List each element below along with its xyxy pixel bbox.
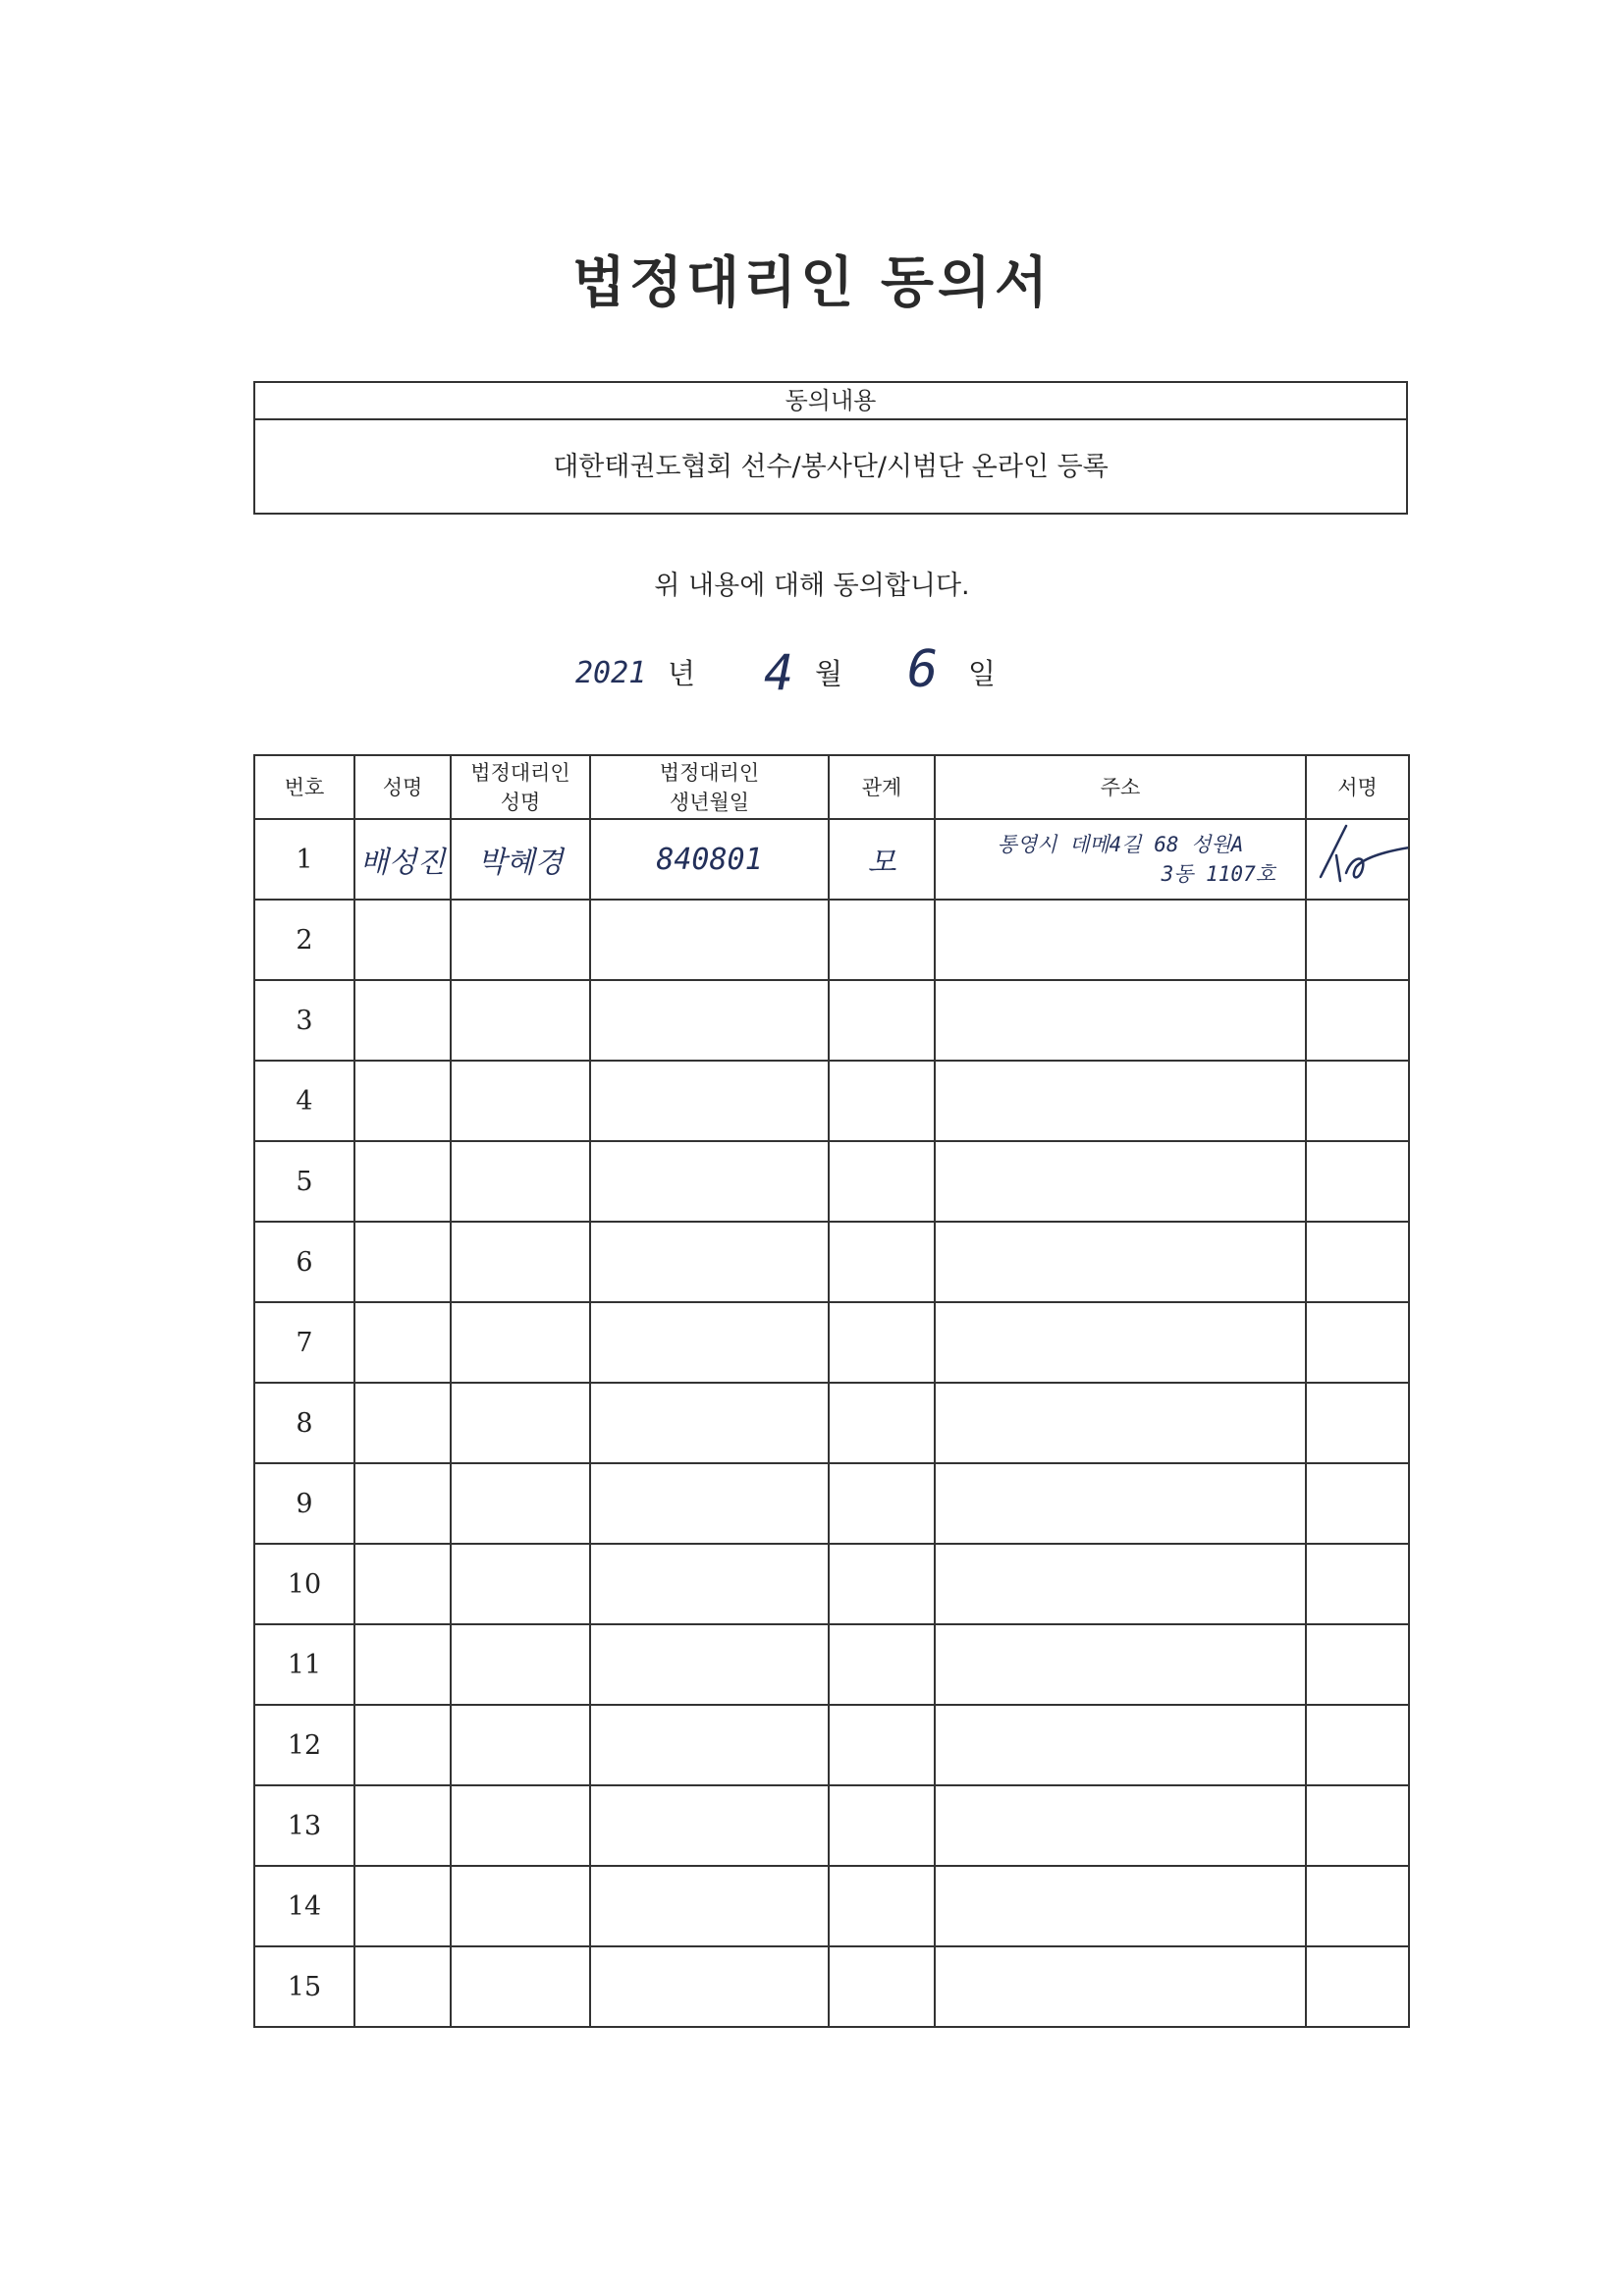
empty-cell bbox=[451, 1866, 590, 1946]
empty-cell bbox=[451, 1061, 590, 1141]
empty-cell bbox=[1306, 1141, 1409, 1222]
empty-cell bbox=[590, 1141, 829, 1222]
empty-cell bbox=[451, 1302, 590, 1383]
consent-content: 대한태권도협회 선수/봉사단/시범단 온라인 등록 bbox=[553, 452, 1109, 482]
table-row bbox=[254, 1302, 1409, 1383]
table-row bbox=[254, 819, 1409, 900]
row-number: 13 bbox=[254, 1785, 354, 1866]
empty-cell bbox=[354, 1463, 451, 1544]
empty-cell bbox=[1306, 1302, 1409, 1383]
empty-cell bbox=[935, 1785, 1306, 1866]
table-row bbox=[254, 1624, 1409, 1705]
table-row bbox=[254, 980, 1409, 1061]
empty-cell bbox=[829, 1061, 935, 1141]
table-row bbox=[254, 1463, 1409, 1544]
table-row bbox=[254, 1383, 1409, 1463]
student-name: 배성진 bbox=[354, 819, 451, 900]
empty-cell bbox=[451, 1946, 590, 2027]
empty-cell bbox=[829, 1141, 935, 1222]
empty-cell bbox=[354, 1302, 451, 1383]
table-row bbox=[254, 1141, 1409, 1222]
row-number: 8 bbox=[254, 1383, 354, 1463]
table-row bbox=[254, 1061, 1409, 1141]
empty-cell bbox=[1306, 980, 1409, 1061]
address-line1: 통영시 데메4길 68 성원A bbox=[997, 833, 1244, 856]
header-guardian-birth bbox=[590, 755, 829, 819]
row-number: 10 bbox=[254, 1544, 354, 1624]
date-year: 2021 bbox=[575, 656, 647, 690]
row-number: 11 bbox=[254, 1624, 354, 1705]
handwritten-signature bbox=[1307, 819, 1409, 895]
empty-cell bbox=[354, 1624, 451, 1705]
empty-cell bbox=[935, 1141, 1306, 1222]
row-number: 15 bbox=[254, 1946, 354, 2027]
relation: 모 bbox=[829, 819, 935, 900]
empty-cell bbox=[935, 900, 1306, 980]
signature-cell bbox=[1306, 819, 1409, 900]
empty-cell bbox=[451, 1785, 590, 1866]
guardian-name: 박혜경 bbox=[451, 819, 590, 900]
empty-cell bbox=[590, 980, 829, 1061]
empty-cell bbox=[829, 1383, 935, 1463]
empty-cell bbox=[354, 900, 451, 980]
table-row bbox=[254, 900, 1409, 980]
empty-cell bbox=[451, 1624, 590, 1705]
row-number: 9 bbox=[254, 1463, 354, 1544]
empty-cell bbox=[935, 1061, 1306, 1141]
empty-cell bbox=[1306, 1866, 1409, 1946]
empty-cell bbox=[829, 980, 935, 1061]
empty-cell bbox=[829, 1463, 935, 1544]
date-line bbox=[0, 638, 1624, 717]
empty-cell bbox=[1306, 1222, 1409, 1302]
empty-cell bbox=[590, 1061, 829, 1141]
empty-cell bbox=[935, 1866, 1306, 1946]
empty-cell bbox=[935, 1302, 1306, 1383]
empty-cell bbox=[590, 1785, 829, 1866]
empty-cell bbox=[590, 1383, 829, 1463]
date-month: 4 bbox=[764, 644, 794, 701]
empty-cell bbox=[829, 1866, 935, 1946]
empty-cell bbox=[354, 1946, 451, 2027]
empty-cell bbox=[1306, 1544, 1409, 1624]
empty-cell bbox=[590, 1463, 829, 1544]
empty-cell bbox=[354, 1383, 451, 1463]
table-row bbox=[254, 1544, 1409, 1624]
empty-cell bbox=[590, 1705, 829, 1785]
empty-cell bbox=[829, 1544, 935, 1624]
header-relation: 관계 bbox=[829, 755, 935, 819]
row-number: 2 bbox=[254, 900, 354, 980]
empty-cell bbox=[451, 900, 590, 980]
table-row bbox=[254, 1785, 1409, 1866]
empty-cell bbox=[829, 1222, 935, 1302]
address bbox=[935, 819, 1306, 900]
empty-cell bbox=[354, 1222, 451, 1302]
empty-cell bbox=[1306, 900, 1409, 980]
table-row bbox=[254, 1946, 1409, 2027]
row-number: 14 bbox=[254, 1866, 354, 1946]
date-year-label: 년 bbox=[668, 657, 696, 690]
row-number: 12 bbox=[254, 1705, 354, 1785]
empty-cell bbox=[451, 980, 590, 1061]
empty-cell bbox=[935, 1946, 1306, 2027]
empty-cell bbox=[451, 1141, 590, 1222]
date-month-label: 월 bbox=[815, 657, 843, 690]
header-guardian-birth-line2: 생년월일 bbox=[669, 790, 750, 814]
header-number: 번호 bbox=[254, 755, 354, 819]
empty-cell bbox=[451, 1544, 590, 1624]
empty-cell bbox=[354, 1544, 451, 1624]
empty-cell bbox=[829, 900, 935, 980]
empty-cell bbox=[1306, 1061, 1409, 1141]
header-name: 성명 bbox=[354, 755, 451, 819]
empty-cell bbox=[935, 1544, 1306, 1624]
header-signature: 서명 bbox=[1306, 755, 1409, 819]
empty-cell bbox=[1306, 1705, 1409, 1785]
empty-cell bbox=[829, 1946, 935, 2027]
empty-cell bbox=[590, 1866, 829, 1946]
table-row bbox=[254, 1705, 1409, 1785]
address-line2: 3동 1107호 bbox=[1161, 862, 1275, 886]
empty-cell bbox=[935, 1222, 1306, 1302]
row-number: 4 bbox=[254, 1061, 354, 1141]
table-row bbox=[254, 1222, 1409, 1302]
empty-cell bbox=[354, 1061, 451, 1141]
empty-cell bbox=[451, 1705, 590, 1785]
empty-cell bbox=[1306, 1463, 1409, 1544]
empty-cell bbox=[590, 1946, 829, 2027]
row-number: 6 bbox=[254, 1222, 354, 1302]
empty-cell bbox=[1306, 1383, 1409, 1463]
date-day: 6 bbox=[907, 640, 939, 699]
registration-table bbox=[253, 754, 1410, 2028]
agree-statement: 위 내용에 대해 동의합니다. bbox=[654, 571, 970, 601]
empty-cell bbox=[829, 1302, 935, 1383]
row-number: 1 bbox=[254, 819, 354, 900]
consent-box bbox=[253, 381, 1408, 515]
empty-cell bbox=[1306, 1785, 1409, 1866]
header-guardian-name bbox=[451, 755, 590, 819]
consent-header: 동의내용 bbox=[255, 383, 1406, 420]
empty-cell bbox=[451, 1222, 590, 1302]
empty-cell bbox=[354, 1785, 451, 1866]
empty-cell bbox=[1306, 1946, 1409, 2027]
empty-cell bbox=[354, 980, 451, 1061]
empty-cell bbox=[451, 1383, 590, 1463]
document-title: 법정대리인 동의서 bbox=[571, 250, 1053, 315]
empty-cell bbox=[935, 980, 1306, 1061]
empty-cell bbox=[590, 1544, 829, 1624]
empty-cell bbox=[935, 1383, 1306, 1463]
empty-cell bbox=[935, 1624, 1306, 1705]
row-number: 5 bbox=[254, 1141, 354, 1222]
empty-cell bbox=[590, 1302, 829, 1383]
empty-cell bbox=[1306, 1624, 1409, 1705]
empty-cell bbox=[590, 900, 829, 980]
row-number: 3 bbox=[254, 980, 354, 1061]
table-row bbox=[254, 1866, 1409, 1946]
empty-cell bbox=[354, 1866, 451, 1946]
row-number: 7 bbox=[254, 1302, 354, 1383]
empty-cell bbox=[935, 1705, 1306, 1785]
header-address: 주소 bbox=[935, 755, 1306, 819]
header-guardian-birth-line1: 법정대리인 bbox=[659, 760, 760, 785]
table-header-row bbox=[254, 755, 1409, 819]
empty-cell bbox=[451, 1463, 590, 1544]
empty-cell bbox=[354, 1705, 451, 1785]
empty-cell bbox=[590, 1624, 829, 1705]
empty-cell bbox=[354, 1141, 451, 1222]
empty-cell bbox=[829, 1705, 935, 1785]
empty-cell bbox=[829, 1785, 935, 1866]
header-guardian-name-line2: 성명 bbox=[500, 790, 541, 814]
date-day-label: 일 bbox=[968, 657, 997, 690]
empty-cell bbox=[935, 1463, 1306, 1544]
header-guardian-name-line1: 법정대리인 bbox=[470, 760, 570, 785]
guardian-birthdate: 840801 bbox=[590, 819, 829, 900]
empty-cell bbox=[829, 1624, 935, 1705]
empty-cell bbox=[590, 1222, 829, 1302]
